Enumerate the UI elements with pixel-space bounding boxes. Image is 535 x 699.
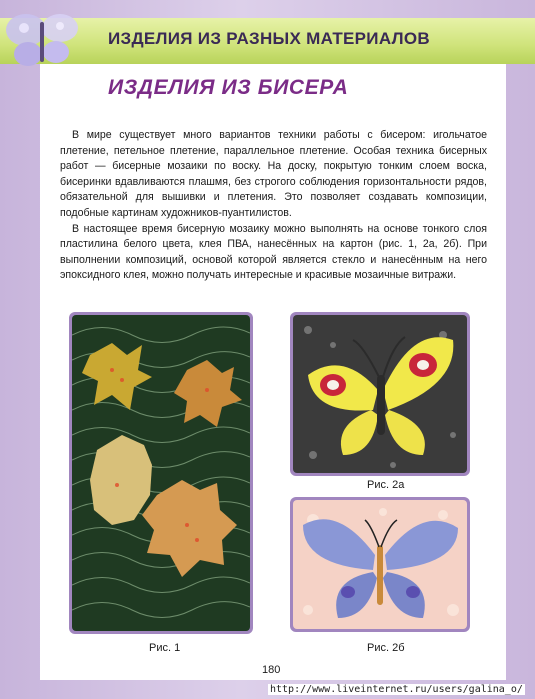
article-paragraph: В настоящее время бисерную мозаику можно выполнять на основе тонкого слоя пластилина белого цвета, клея ПВА, нанесённых на картон (рис. 1, 2а, 2б). При выполнении композиций, основой которой является стекло и нанесённым на него эпоксидного клея, можно получать интересные и красивые мозаичные витражи. [60, 222, 487, 282]
figure-2a-frame [290, 312, 470, 476]
article-paragraph: В мире существует много вариантов техники работы с бисером: игольчатое плетение, петельное плетение, параллельное плетение. Особая техника бисерных работ — бисерные мозаики по воску. На доску, покрытую тонким слоем воска, бисеринки вдавливаются плашмя, без строгого соблюдения горизонтальности рядов, обязательной для вышивки и плетения. Это позволяет создавать композиции, подобные картинам художников-пуантилистов. [60, 129, 487, 219]
yellow-butterfly-image [293, 315, 467, 473]
leaves-mosaic-image [72, 315, 250, 631]
figure-1-frame [69, 312, 253, 634]
figure-2a-caption: Рис. 2а [367, 479, 405, 491]
article-body [60, 128, 487, 284]
page-number: 180 [262, 664, 281, 676]
figure-1-caption: Рис. 1 [149, 642, 181, 654]
source-url-link[interactable]: http://www.liveinternet.ru/users/galina_o/ [270, 684, 523, 695]
section-title: ИЗДЕЛИЯ ИЗ РАЗНЫХ МАТЕРИАЛОВ [108, 29, 430, 48]
blue-butterfly-image [293, 500, 467, 629]
figure-2b-frame [290, 497, 470, 632]
article-title: ИЗДЕЛИЯ ИЗ БИСЕРА [108, 76, 349, 99]
figure-2b-caption: Рис. 2б [367, 642, 405, 654]
